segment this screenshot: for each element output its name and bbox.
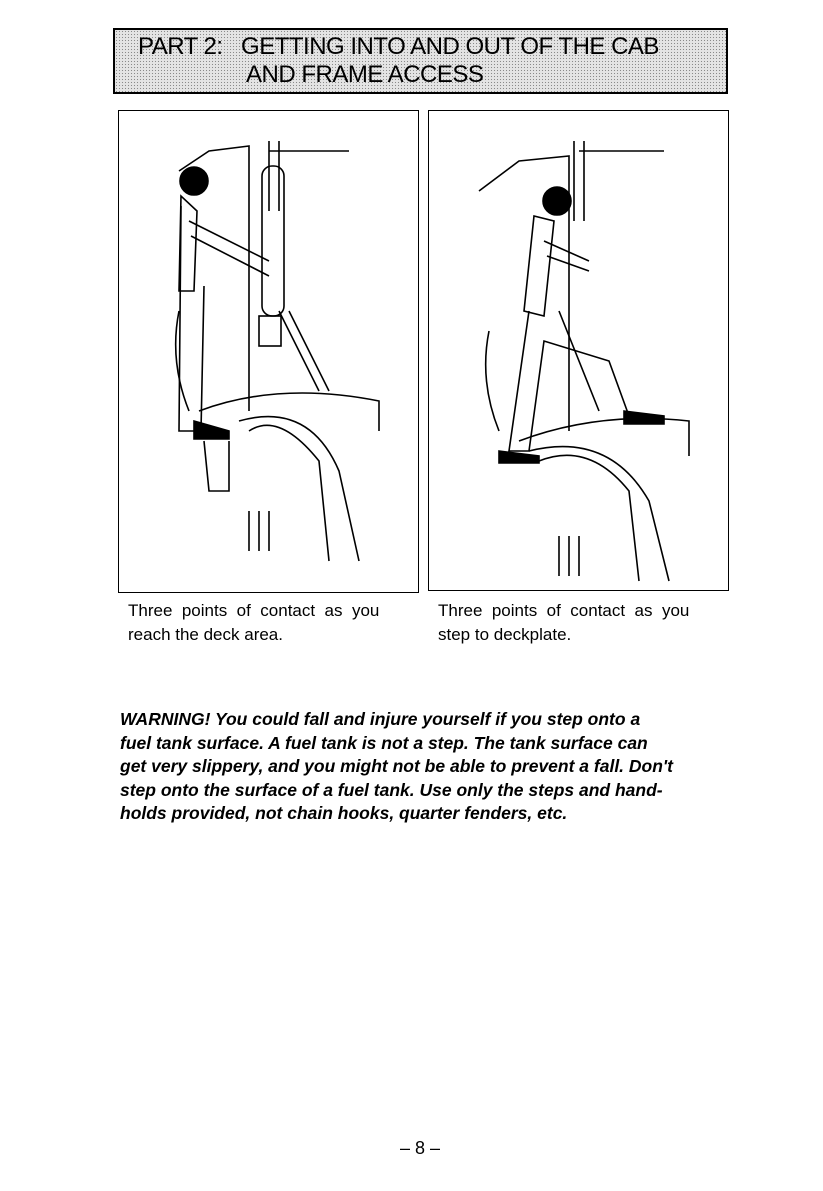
warning-line: holds provided, not chain hooks, quarter fenders, etc. — [120, 803, 568, 823]
caption-line: step to deckplate. — [438, 625, 572, 644]
warning-text — [120, 708, 730, 826]
section-title-line2: AND FRAME ACCESS — [246, 61, 484, 88]
caption-line: Three points of contact as you — [128, 601, 380, 620]
caption-line: Three points of contact as you — [438, 601, 690, 620]
section-header — [113, 28, 728, 94]
caption-line: reach the deck area. — [128, 625, 283, 644]
warning-line: get very slippery, and you might not be able to prevent a fall. Don't — [120, 756, 673, 776]
section-title-line1: PART 2: GETTING INTO AND OUT OF THE CAB — [138, 33, 659, 60]
illustration-step-deckplate — [428, 110, 729, 591]
warning-line: fuel tank surface. A fuel tank is not a step. The tank surface can — [120, 732, 648, 753]
figure-caption-right — [438, 599, 689, 647]
warning-line: WARNING! You could fall and injure yourself if you step onto a — [120, 709, 641, 729]
page-number: – 8 – — [400, 1138, 441, 1158]
warning-line: step onto the surface of a fuel tank. Use only the steps and hand- — [120, 779, 663, 800]
figure-caption-left — [128, 599, 379, 647]
illustration-reach-deck — [118, 110, 419, 593]
